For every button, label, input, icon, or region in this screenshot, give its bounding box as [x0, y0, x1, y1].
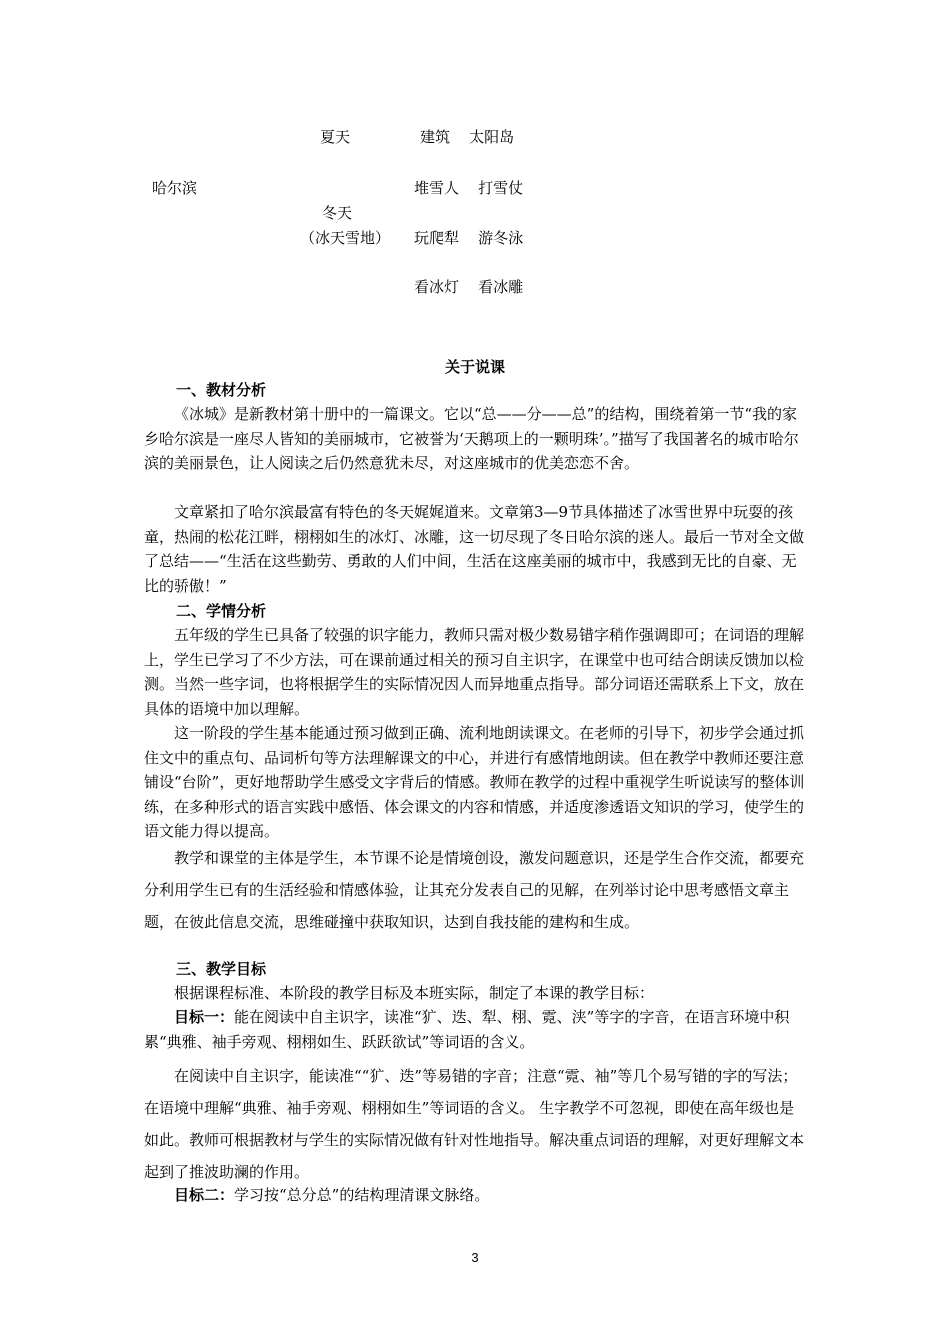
diagram-summer-items: 建筑 太阳岛	[420, 128, 515, 146]
diagram-winter-items-2: 玩爬犁 游冬泳	[414, 229, 524, 247]
goal-1-text: 能在阅读中自主识字，读准“犷、迭、犁、栩、霓、浃”等字的字音，在语言环境中积累“典雅、袖手旁观、栩栩如生、跃跃欲试”等词语的含义。	[144, 1008, 790, 1051]
diagram-winter-items-3: 看冰灯 看冰雕	[414, 278, 524, 296]
goal-2-text: 学习按“总分总”的结构理清课文脉络。	[234, 1186, 490, 1204]
paragraph-3: 五年级的学生已具备了较强的识字能力，教师只需对极少数易错字稍作强调即可；在词语的理解上，学生已学习了不少方法，可在课前通过相关的预习自主识字，在课堂中也可结合朗读反馈加以检测。当然一些字词，也将根据学生的实际情况因人而异地重点指导。部分词语还需联系上下文，放在具体的语境中加以理解。	[144, 626, 805, 718]
diagram-city: 哈尔滨	[152, 179, 198, 197]
goal-1	[144, 1005, 808, 1054]
goal-2	[144, 1183, 808, 1208]
section-heading-2: 二、学情分析	[176, 602, 267, 620]
paragraph-1: 《冰城》是新教材第十册中的一篇课文。它以“总——分——总”的结构，围绕着第一节“我的家乡哈尔滨是一座尽人皆知的美丽城市，它被誉为‘天鹅项上的一颗明珠’。”描写了我国著名的城市哈尔滨的美丽景色，让人阅读之后仍然意犹未尽，对这座城市的优美恋恋不舍。	[144, 405, 799, 472]
diagram-winter: 冬天	[322, 204, 353, 222]
paragraph-2: 文章紧扣了哈尔滨最富有特色的冬天娓娓道来。文章第3—9节具体描述了冰雪世界中玩耍的孩童，热闹的松花江畔，栩栩如生的冰灯、冰雕，这一切尽现了冬日哈尔滨的迷人。最后一节对全文做了总结——“生活在这些勤劳、勇敢的人们中间，生活在这座美丽的城市中，我感到无比的自豪、无比的骄傲！”	[144, 503, 805, 595]
section-heading-1: 一、教材分析	[176, 381, 267, 399]
diagram-winter-sub: （冰天雪地）	[300, 229, 391, 247]
diagram-winter-items-1: 堆雪人 打雪仗	[414, 179, 524, 197]
goal-1-label: 目标一：	[174, 1008, 235, 1026]
paragraph-4: 这一阶段的学生基本能通过预习做到正确、流利地朗读课文。在老师的引导下，初步学会通过抓住文中的重点句、品词析句等方法理解课文的中心，并进行有感情地朗读。但在教学中教师还要注意铺设“台阶”，更好地帮助学生感受文字背后的情感。教师在教学的过程中重视学生听说读写的整体训练，在多种形式的语言实践中感悟、体会课文的内容和情感，并适度渗透语文知识的学习，使学生的语文能力得以提高。	[144, 724, 805, 840]
paragraph-5: 教学和课堂的主体是学生，本节课不论是情境创设，激发问题意识，还是学生合作交流，都要充分利用学生已有的生活经验和情感体验，让其充分发表自己的见解，在列举讨论中思考感悟文章主题，在彼此信息交流，思维碰撞中获取知识，达到自我技能的建构和生成。	[144, 849, 805, 931]
page-number: 3	[471, 1250, 479, 1265]
diagram-summer: 夏天	[320, 128, 351, 146]
paragraph-7: 在阅读中自主识字，能读准““犷、迭”等易错的字音；注意“霓、袖”等几个易写错的字的写法；在语境中理解“典雅、袖手旁观、栩栩如生”等词语的含义。 生字教学不可忽视，即使在高年级也是如此。教师可根据教材与学生的实际情况做有针对性地指导。解决重点词语的理解，对更好理解文本起到了推波助澜的作用。	[144, 1067, 805, 1181]
paragraph-6: 根据课程标准、本阶段的教学目标及本班实际，制定了本课的教学目标：	[174, 984, 655, 1002]
goal-2-label: 目标二：	[174, 1186, 235, 1204]
section-heading-3: 三、教学目标	[176, 960, 267, 978]
page-title: 关于说课	[444, 358, 505, 376]
